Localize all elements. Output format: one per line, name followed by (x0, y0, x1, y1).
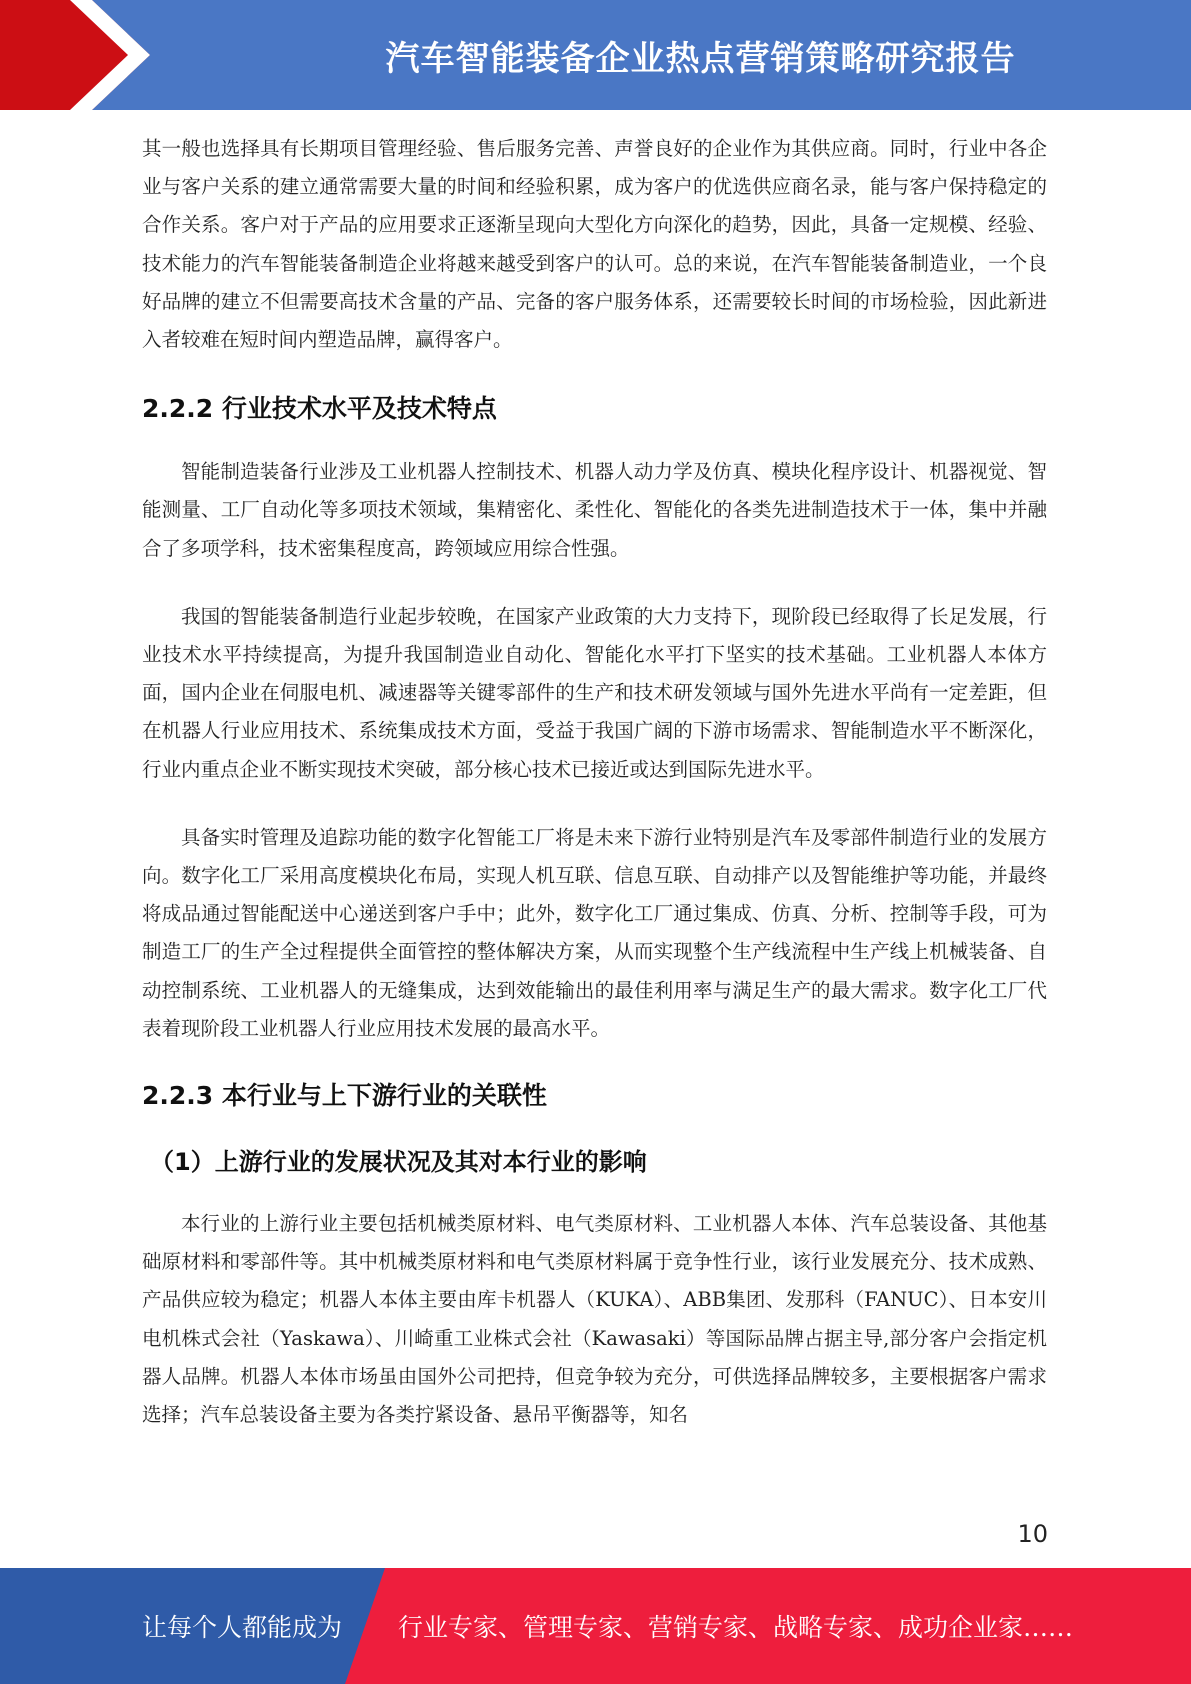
footer-slogan-left: 让每个人都能成为 (142, 1613, 343, 1642)
page-header (0, 0, 1191, 110)
section-heading-2-2-2: 2.2.2 行业技术水平及技术特点 (142, 394, 497, 424)
page-content (142, 130, 1047, 1434)
footer-slogan-right: 行业专家、管理专家、营销专家、战略专家、成功企业家…… (398, 1613, 1074, 1642)
page-footer (0, 1568, 1191, 1684)
paragraph-domestic-status: 我国的智能装备制造行业起步较晚，在国家产业政策的大力支持下，现阶段已经取得了长足发展，行业技术水平持续提高，为提升我国制造业自动化、智能化水平打下坚实的技术基础。工业机器人本体方面，国内企业在伺服电机、减速器等关键零部件的生产和技术研发领域与国外先进水平尚有一定差距，但在机器人行业应用技术、系统集成技术方面，受益于我国广阔的下游市场需求、智能制造水平不断深化，行业内重点企业不断实现技术突破，部分核心技术已接近或达到国际先进水平。 (142, 604, 1047, 781)
page-number: 10 (1017, 1520, 1048, 1548)
paragraph-digital-factory: 具备实时管理及追踪功能的数字化智能工厂将是未来下游行业特别是汽车及零部件制造行业的发展方向。数字化工厂采用高度模块化布局，实现人机互联、信息互联、自动排产以及智能维护等功能，并最终将成品通过智能配送中心递送到客户手中；此外，数字化工厂通过集成、仿真、分析、控制等手段，可为制造工厂的生产全过程提供全面管控的整体解决方案，从而实现整个生产线流程中生产线上机械装备、自动控制系统、工业机器人的无缝集成，达到效能输出的最佳利用率与满足生产的最大需求。数字化工厂代表着现阶段工业机器人行业应用技术发展的最高水平。 (142, 825, 1047, 1040)
report-title: 汽车智能装备企业热点营销策略研究报告 (385, 38, 1016, 79)
section-heading-2-2-3: 2.2.3 本行业与上下游行业的关联性 (142, 1081, 547, 1111)
header-chevron-icon (0, 0, 160, 110)
paragraph-upstream: 本行业的上游行业主要包括机械类原材料、电气类原材料、工业机器人本体、汽车总装设备、其他基础原材料和零部件等。其中机械类原材料和电气类原材料属于竞争性行业，该行业发展充分、技术成熟、产品供应较为稳定；机器人本体主要由库卡机器人（KUKA）、ABB集团、发那科（FANUC）、日本安川电机株式会社（Yaskawa）、川崎重工业株式会社（Kawasaki）等国际品牌占据主导,部分客户会指定机器人品牌。机器人本体市场虽由国外公司把持，但竞争较为充分，可供选择品牌较多，主要根据客户需求选择；汽车总装设备主要为各类拧紧设备、悬吊平衡器等，知名 (142, 1212, 1047, 1427)
paragraph-brand: 其一般也选择具有长期项目管理经验、售后服务完善、声誉良好的企业作为其供应商。同时，行业中各企业与客户关系的建立通常需要大量的时间和经验积累，成为客户的优选供应商名录，能与客户保持稳定的合作关系。客户对于产品的应用要求正逐渐呈现向大型化方向深化的趋势，因此，具备一定规模、经验、技术能力的汽车智能装备制造企业将越来越受到客户的认可。总的来说，在汽车智能装备制造业，一个良好品牌的建立不但需要高技术含量的产品、完备的客户服务体系，还需要较长时间的市场检验，因此新进入者较难在短时间内塑造品牌，赢得客户。 (142, 137, 1047, 352)
subsection-heading-upstream: （1）上游行业的发展状况及其对本行业的影响 (150, 1148, 647, 1177)
paragraph-tech-fields: 智能制造装备行业涉及工业机器人控制技术、机器人动力学及仿真、模块化程序设计、机器视觉、智能测量、工厂自动化等多项技术领域，集精密化、柔性化、智能化的各类先进制造技术于一体，集中并融合了多项学科，技术密集程度高，跨领域应用综合性强。 (142, 460, 1047, 560)
